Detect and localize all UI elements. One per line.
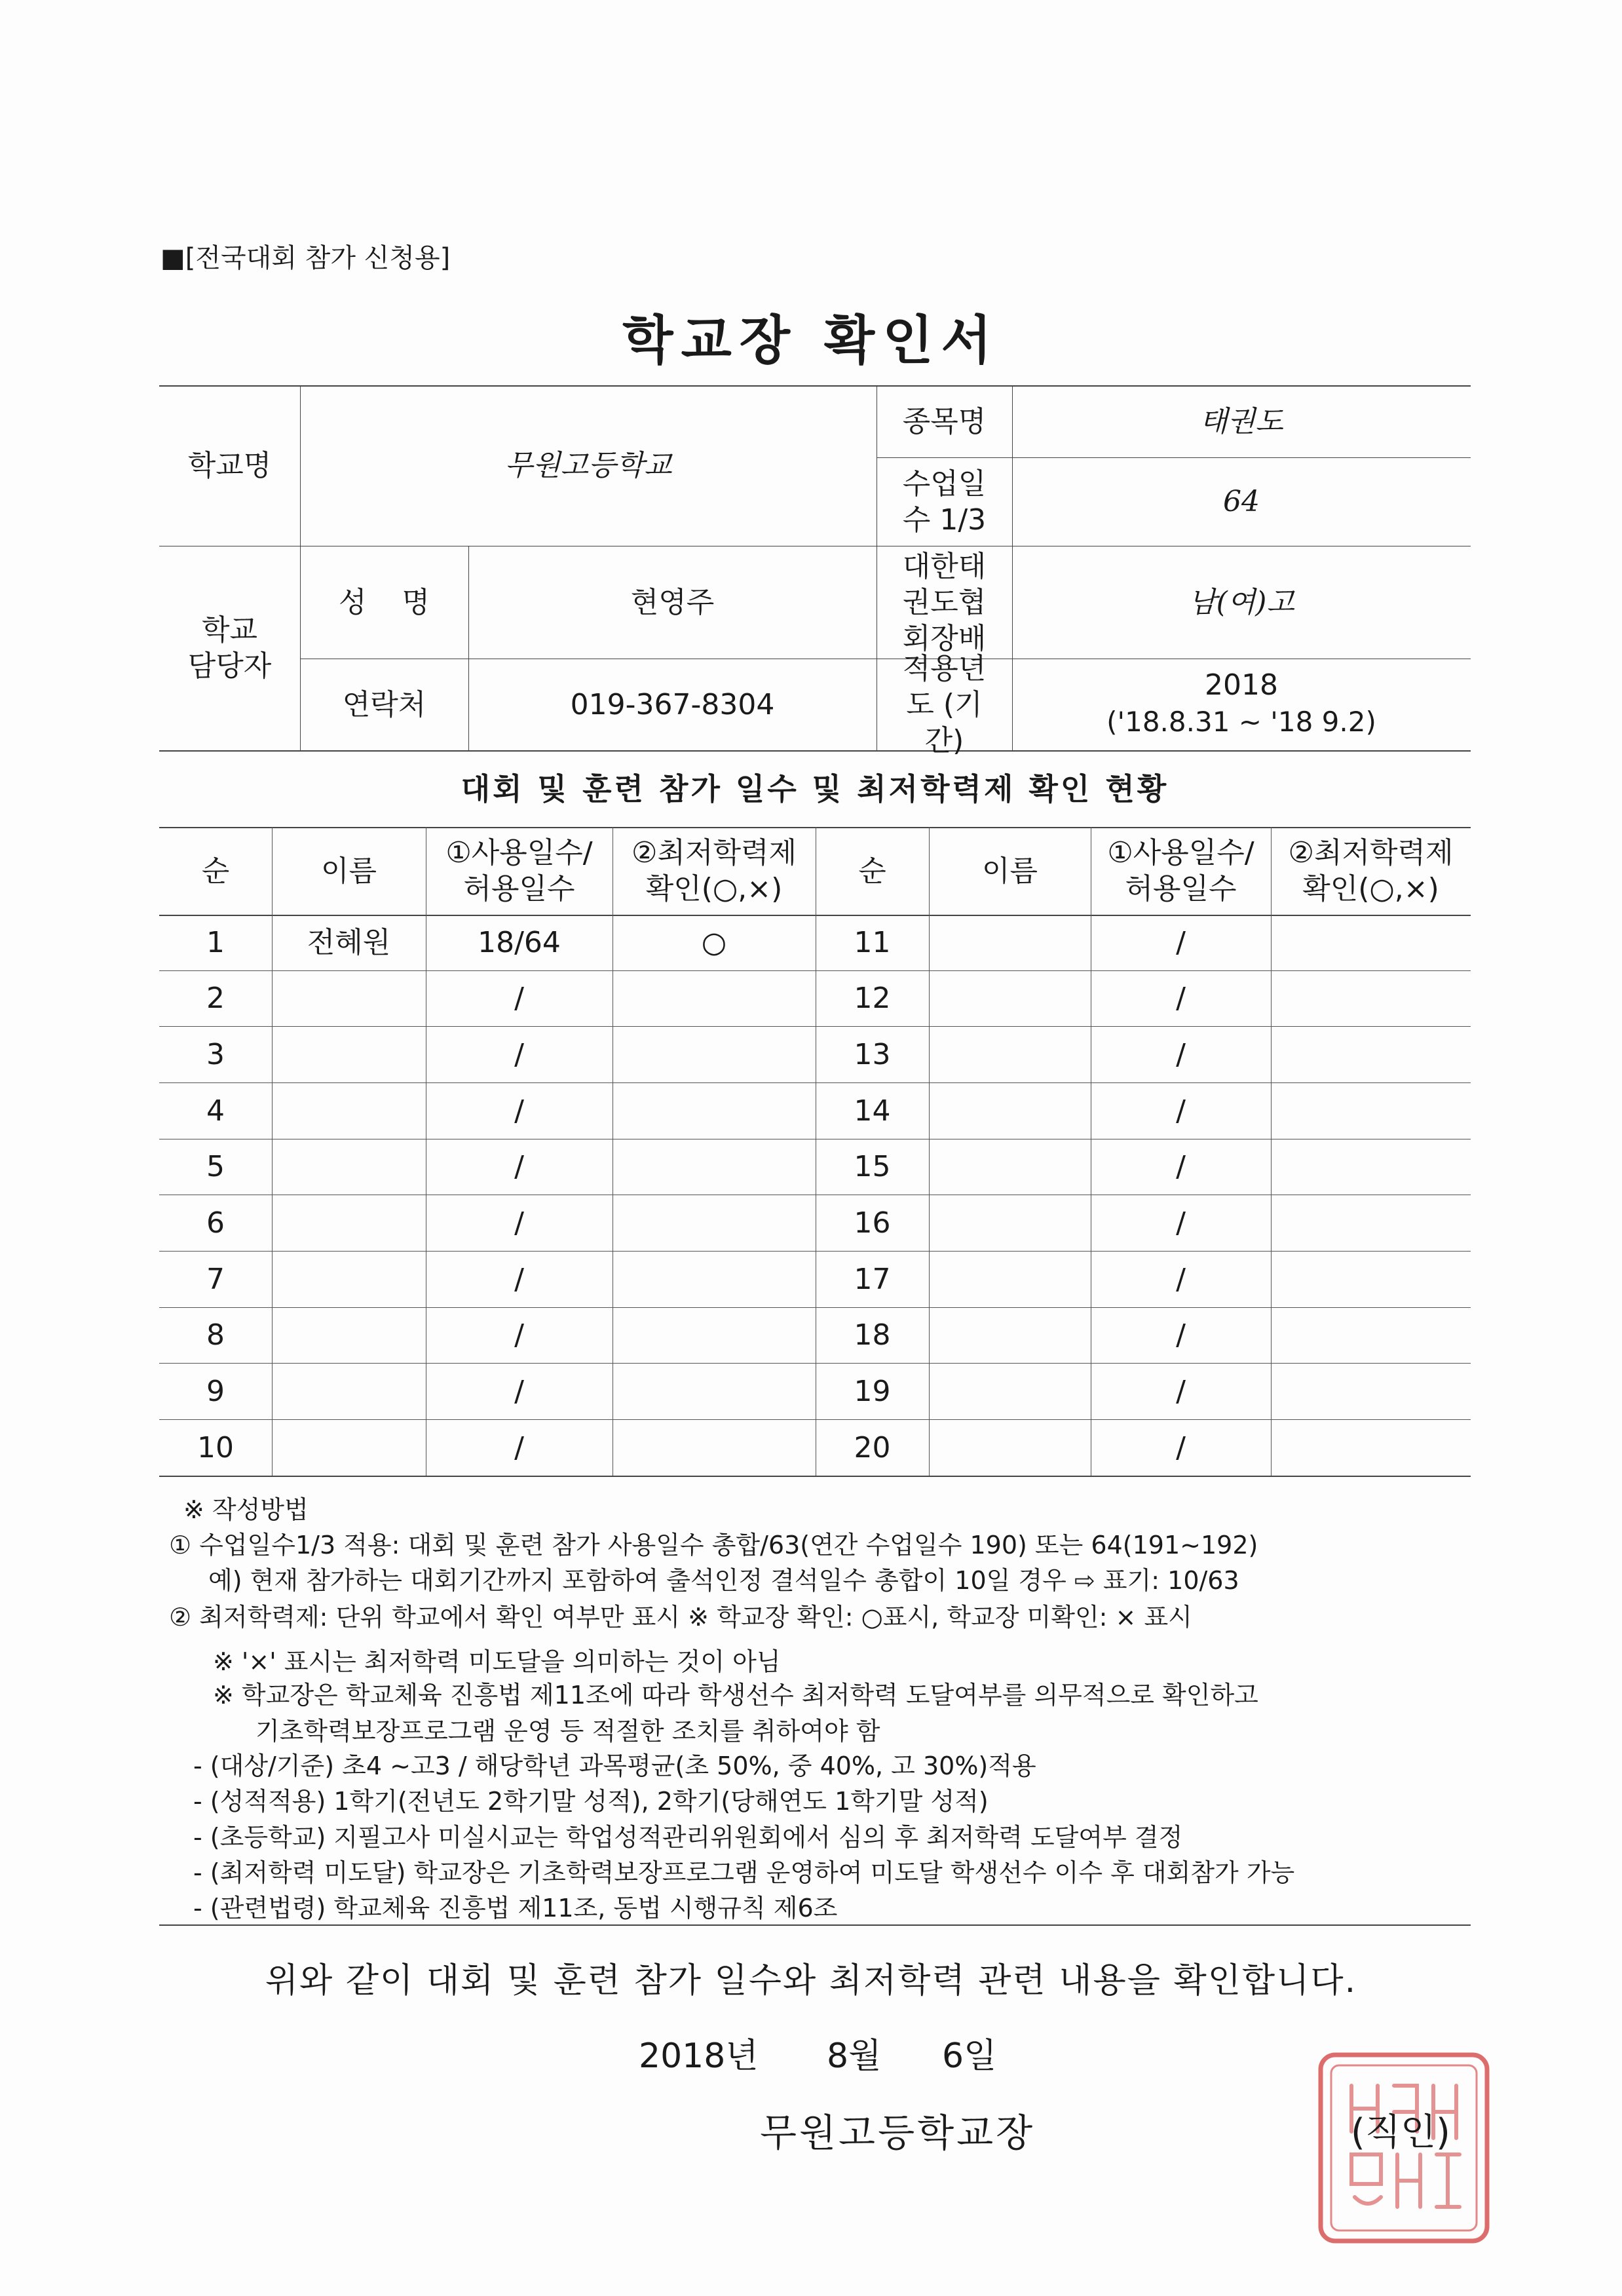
row-name — [929, 1251, 1091, 1307]
school-days-label: 수업일수 1/3 — [902, 467, 987, 537]
row-check — [613, 1363, 816, 1419]
instruction-line: ※ '×' 표시는 최저학력 미도달을 의미하는 것이 아님 — [213, 1647, 781, 1676]
row-days: / — [1176, 982, 1186, 1015]
row-name — [929, 1419, 1091, 1476]
instruction-line: - (대상/기준) 초4 ~고3 / 해당학년 과목평균(초 50%, 중 40%, 고 30%)적용 — [193, 1751, 1036, 1780]
row-name — [272, 1082, 426, 1139]
row-name — [929, 915, 1091, 970]
row-number: 3 — [206, 1037, 225, 1071]
row-name — [929, 1082, 1091, 1139]
row-days: / — [514, 1374, 524, 1408]
row-days: / — [1176, 1374, 1186, 1408]
contact-name-value: 현영주 — [630, 585, 715, 619]
date-year: 2018년 — [639, 2037, 759, 2076]
school-name-value: 무원고등학교 — [504, 449, 672, 482]
contact-phone-value: 019-367-8304 — [570, 687, 775, 721]
contact-name-label: 성 명 — [339, 585, 430, 619]
instruction-line: ※ 학교장은 학교체육 진흥법 제11조에 따라 학생선수 최저학력 도달여부를 의무적으로 확인하고 — [213, 1681, 1258, 1710]
row-days: / — [514, 1430, 524, 1464]
row-days: / — [1176, 1430, 1186, 1464]
row-name — [272, 1307, 426, 1363]
row-name — [272, 1419, 426, 1476]
row-number: 13 — [854, 1037, 891, 1071]
row-check — [613, 970, 816, 1026]
row-number: 9 — [206, 1374, 225, 1408]
row-number: 11 — [854, 926, 891, 959]
row-days: / — [514, 1037, 524, 1071]
principal-name: 무원고등학교장 — [760, 2111, 1036, 2155]
section-title: 대회 및 훈련 참가 일수 및 최저학력제 확인 현황 — [461, 771, 1169, 807]
row-check — [1271, 1419, 1471, 1476]
row-number: 16 — [854, 1206, 891, 1240]
col-header-name: 이름 — [320, 854, 377, 888]
event-label: 대한태권도협회장배 — [902, 549, 987, 655]
row-name — [272, 970, 426, 1026]
instruction-line: ① 수업일수1/3 적용: 대회 및 훈련 참가 사용일수 총합/63(연간 수업일수 190) 또는 64(191~192) — [169, 1531, 1258, 1559]
event-value: 남(여)고 — [1188, 585, 1294, 619]
document-title: 학교장 확인서 — [622, 310, 1000, 371]
period-value: ('18.8.31 ~ '18 9.2) — [1106, 706, 1376, 738]
row-days: 18/64 — [478, 926, 561, 959]
row-number: 12 — [854, 982, 891, 1015]
row-check — [1271, 915, 1471, 970]
school-days-value: 64 — [1223, 485, 1260, 518]
row-number: 5 — [206, 1150, 225, 1183]
instruction-line: - (성적적용) 1학기(전년도 2학기말 성적), 2학기(당해연도 1학기말 성적) — [193, 1787, 989, 1816]
col-header-no: 순 — [201, 854, 230, 888]
row-days: / — [1176, 1206, 1186, 1240]
instruction-line: 예) 현재 참가하는 대회기간까지 포함하여 출석인정 결석일수 총합이 10일 경우 ⇨ 표기: 10/63 — [208, 1566, 1239, 1595]
row-number: 6 — [206, 1206, 225, 1240]
confirmation-statement: 위와 같이 대회 및 훈련 참가 일수와 최저학력 관련 내용을 확인합니다. — [265, 1961, 1357, 2000]
row-days: / — [1176, 1037, 1186, 1071]
row-name — [272, 1363, 426, 1419]
row-check — [1271, 1139, 1471, 1195]
row-days: / — [1176, 1150, 1186, 1183]
row-check: ○ — [701, 926, 727, 959]
row-name — [272, 1139, 426, 1195]
col-header-days: ①사용일수/ 허용일수 — [445, 836, 593, 906]
row-days: / — [514, 1094, 524, 1128]
row-check — [1271, 970, 1471, 1026]
instruction-line: ② 최저학력제: 단위 학교에서 확인 여부만 표시 ※ 학교장 확인: ○표시, 학교장 미확인: × 표시 — [169, 1603, 1192, 1632]
date-day: 6일 — [942, 2037, 997, 2076]
row-check — [1271, 1363, 1471, 1419]
seal-label: (직인) — [1351, 2111, 1450, 2154]
row-name — [929, 1026, 1091, 1082]
instruction-line: - (초등학교) 지필고사 미실시교는 학업성적관리위원회에서 심의 후 최저학력 도달여부 결정 — [193, 1823, 1183, 1852]
row-check — [613, 1026, 816, 1082]
row-number: 4 — [206, 1094, 225, 1128]
row-name — [272, 1026, 426, 1082]
row-number: 15 — [854, 1150, 891, 1183]
row-days: / — [514, 982, 524, 1015]
row-days: / — [514, 1206, 524, 1240]
row-days: / — [1176, 1094, 1186, 1128]
row-check — [613, 1307, 816, 1363]
row-name: 전혜원 — [307, 926, 391, 959]
instruction-line: - (관련법령) 학교체육 진흥법 제11조, 동법 시행규칙 제6조 — [193, 1894, 838, 1923]
col-header-check: ②최저학력제 확인(○,×) — [632, 836, 797, 906]
row-days: / — [514, 1150, 524, 1183]
row-number: 14 — [854, 1094, 891, 1128]
row-number: 1 — [206, 926, 225, 959]
row-number: 2 — [206, 982, 225, 1015]
row-check — [613, 1195, 816, 1251]
instruction-line: - (최저학력 미도달) 학교장은 기초학력보장프로그램 운영하여 미도달 학생선수 이수 후 대회참가 가능 — [193, 1858, 1295, 1887]
row-check — [613, 1251, 816, 1307]
row-name — [272, 1195, 426, 1251]
row-number: 18 — [854, 1318, 891, 1352]
row-number: 8 — [206, 1318, 225, 1352]
row-number: 10 — [197, 1430, 234, 1464]
row-check — [1271, 1195, 1471, 1251]
row-check — [1271, 1082, 1471, 1139]
row-days: / — [1176, 926, 1186, 959]
contact-phone-label: 연락처 — [342, 687, 426, 721]
instruction-line: 기초학력보장프로그램 운영 등 적절한 조치를 취하여야 함 — [255, 1717, 880, 1746]
col-header-days: ①사용일수/ 허용일수 — [1107, 836, 1254, 906]
row-check — [1271, 1251, 1471, 1307]
col-header-check: ②최저학력제 확인(○,×) — [1288, 836, 1454, 906]
col-header-no: 순 — [858, 854, 886, 888]
row-number: 7 — [206, 1262, 225, 1296]
row-number: 17 — [854, 1262, 891, 1296]
row-days: / — [514, 1262, 524, 1296]
sport-label: 종목명 — [902, 404, 987, 438]
row-name — [929, 1363, 1091, 1419]
row-name — [929, 1139, 1091, 1195]
row-number: 19 — [854, 1374, 891, 1408]
year-label: 적용년도 (기간) — [902, 651, 987, 757]
row-days: / — [1176, 1318, 1186, 1352]
row-name — [929, 970, 1091, 1026]
instructions-heading: ※ 작성방법 — [183, 1495, 309, 1524]
row-name — [272, 1251, 426, 1307]
sport-value: 태권도 — [1199, 404, 1283, 438]
row-name — [929, 1307, 1091, 1363]
row-number: 20 — [854, 1430, 891, 1464]
row-days: / — [514, 1318, 524, 1352]
row-check — [1271, 1307, 1471, 1363]
form-type-tag: ■[전국대회 참가 신청용] — [160, 243, 451, 273]
col-header-name: 이름 — [981, 854, 1038, 888]
row-name — [929, 1195, 1091, 1251]
row-check — [613, 1082, 816, 1139]
year-value: 2018 — [1205, 668, 1278, 702]
date-month: 8월 — [827, 2037, 882, 2076]
school-name-label: 학교명 — [187, 449, 272, 482]
row-check — [613, 1419, 816, 1476]
row-check — [613, 1139, 816, 1195]
contact-section-label: 학교 담당자 — [187, 613, 272, 683]
row-days: / — [1176, 1262, 1186, 1296]
row-check — [1271, 1026, 1471, 1082]
